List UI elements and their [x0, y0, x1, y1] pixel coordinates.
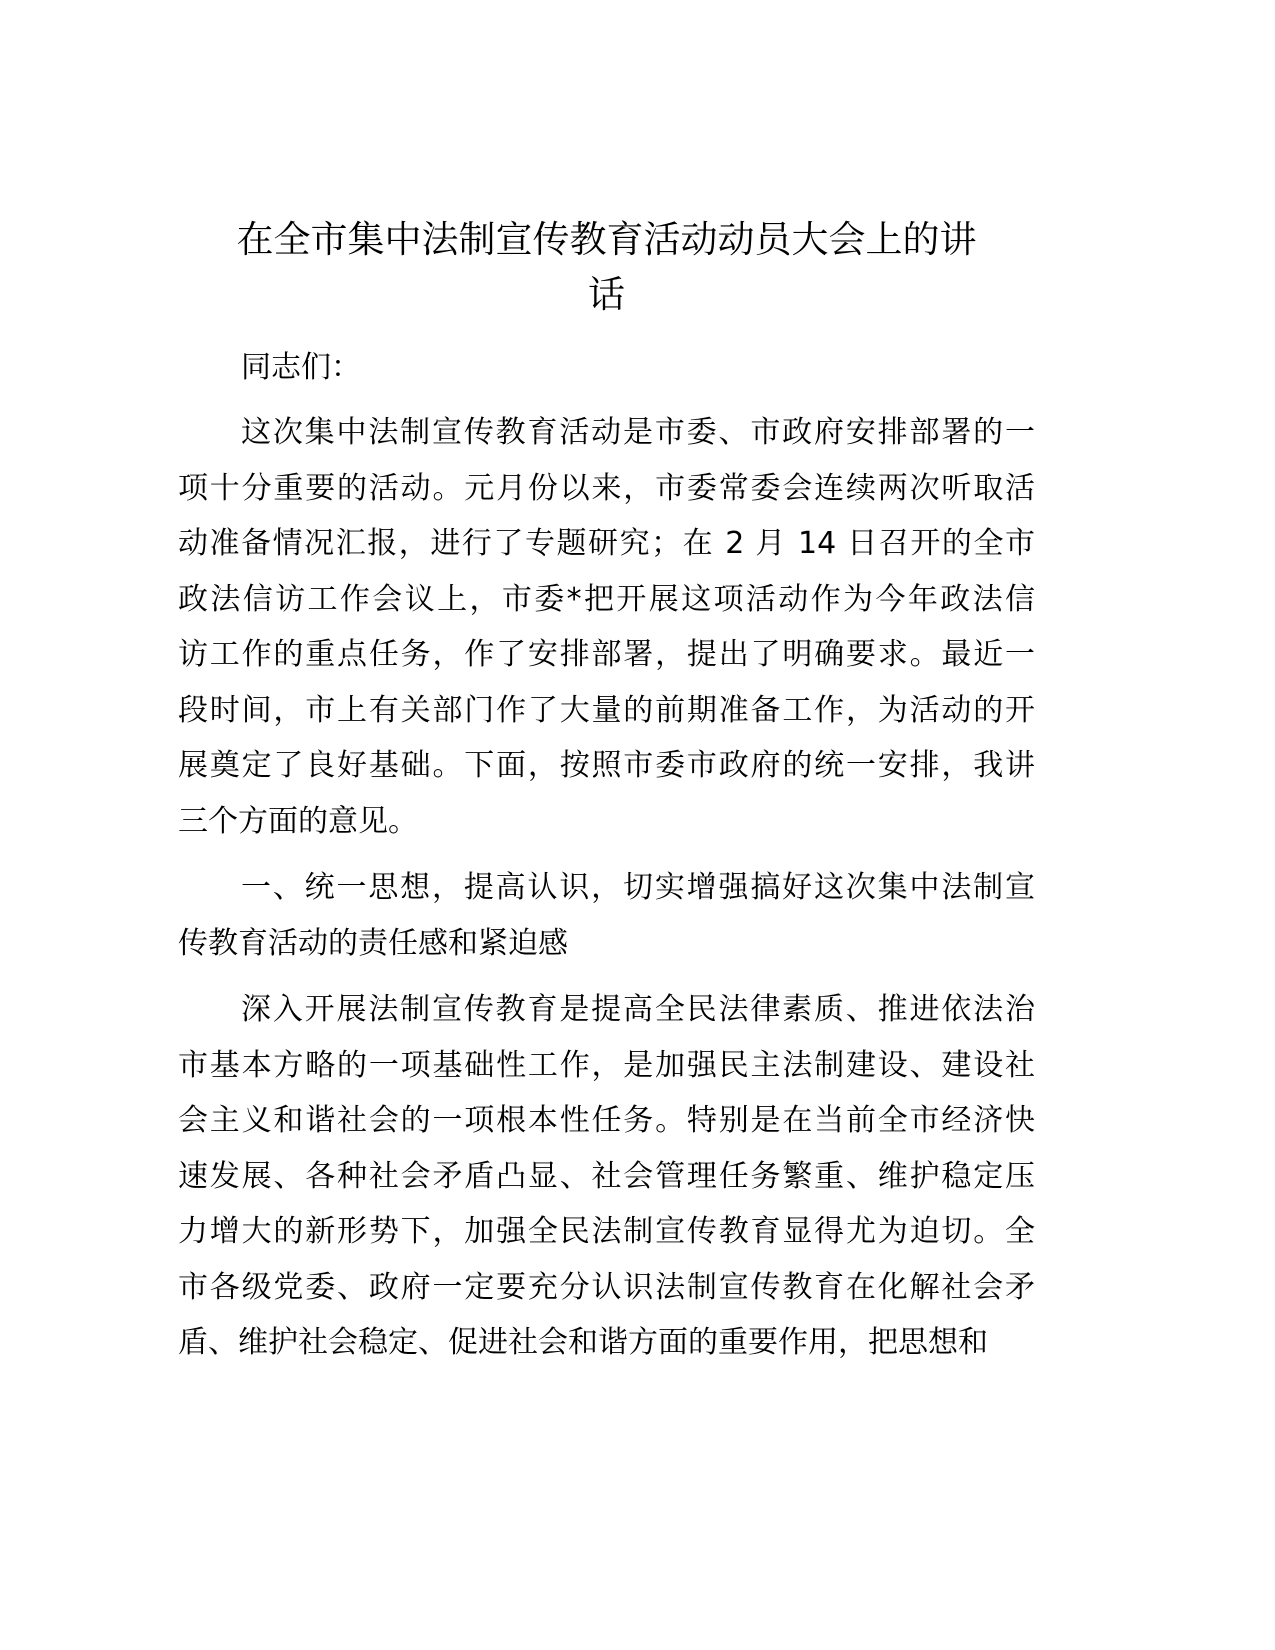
text-line: 速发展、各种社会矛盾凸显、社会管理任务繁重、维护稳定压: [178, 1158, 1035, 1194]
text-line: 展奠定了良好基础。下面，按照市委市政府的统一安排，我讲: [178, 748, 1035, 783]
text-line: 访工作的重点任务，作了安排部署，提出了明确要求。最近一: [178, 637, 1035, 672]
title-line: 话: [588, 273, 625, 316]
paragraph: [178, 982, 1035, 1371]
text-line: 项十分重要的活动。元月份以来，市委常委会连续两次听取活: [178, 470, 1035, 506]
text-line: 传教育活动的责任感和紧迫感: [178, 925, 568, 961]
text-line: 三个方面的意见。: [178, 803, 418, 839]
salutation: 同志们：: [241, 350, 361, 385]
text-line: 力增大的新形势下，加强全民法制宣传教育显得尤为迫切。全: [178, 1214, 1035, 1249]
text-line: 会主义和谐社会的一项根本性任务。特别是在当前全市经济快: [178, 1103, 1035, 1138]
text-line: 段时间，市上有关部门作了大量的前期准备工作，为活动的开: [178, 692, 1035, 728]
text-line: 一、统一思想，提高认识，切实增强搞好这次集中法制宣: [241, 870, 1035, 905]
text-line: 市各级党委、政府一定要充分认识法制宣传教育在化解社会矛: [178, 1269, 1035, 1305]
text-line: 深入开展法制宣传教育是提高全民法律素质、推进依法治: [241, 992, 1035, 1027]
text-line: 这次集中法制宣传教育活动是市委、市政府安排部署的一: [241, 415, 1035, 450]
section-heading: [178, 860, 1035, 971]
document-body: [178, 405, 1035, 1382]
text-line: 动准备情况汇报，进行了专题研究；在 2 月 14 日召开的全市: [178, 526, 1035, 561]
title-line: 在全市集中法制宣传教育活动动员大会上的讲: [236, 218, 977, 261]
document-title: [178, 212, 1035, 322]
text-line: 政法信访工作会议上，市委*把开展这项活动作为今年政法信: [178, 581, 1035, 617]
text-line: 盾、维护社会稳定、促进社会和谐方面的重要作用，把思想和: [178, 1325, 988, 1360]
text-line: 市基本方略的一项基础性工作，是加强民主法制建设、建设社: [178, 1047, 1035, 1083]
paragraph: [178, 405, 1035, 849]
